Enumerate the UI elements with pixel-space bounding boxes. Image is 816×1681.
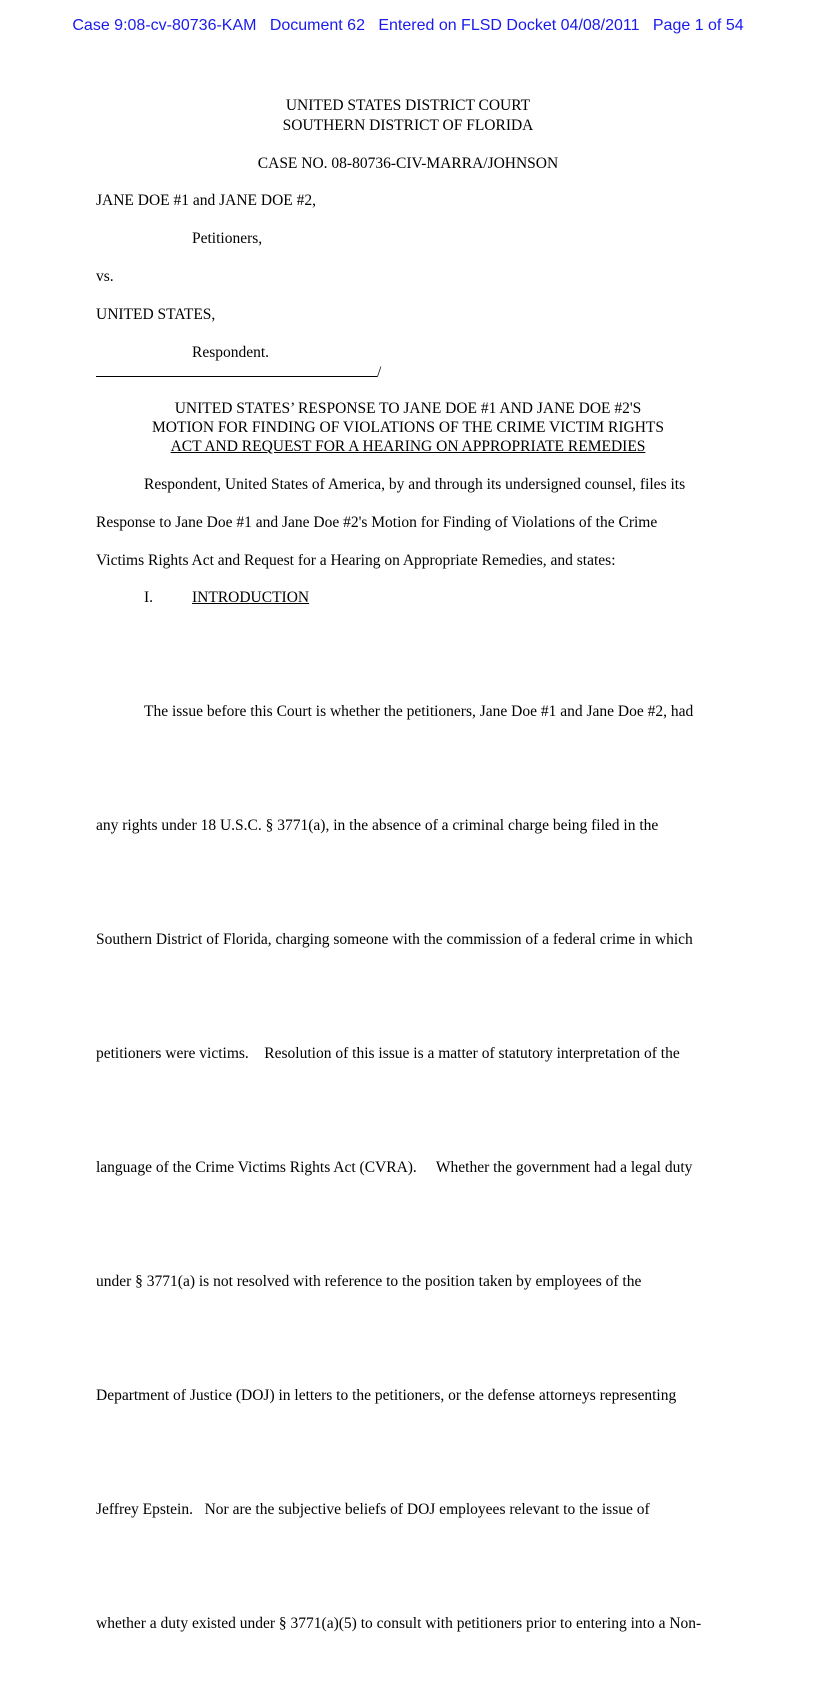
paragraph-line: language of the Crime Victims Rights Act (CVRA). Whether the government had a legal duty [96,1159,693,1176]
paragraph-line: Department of Justice (DOJ) in letters to the petitioners, or the defense attorneys representing [96,1387,677,1404]
paragraph-line: Respondent, United States of America, by and through its undersigned counsel, files its [144,476,686,493]
petitioners-label: Petitioners, [192,230,263,247]
title-line1: UNITED STATES’ RESPONSE TO JANE DOE #1 AND JANE DOE #2'S [174,400,642,417]
paragraph-line: any rights under 18 U.S.C. § 3771(a), in the absence of a criminal charge being filed in the [96,817,659,834]
paragraph-line: Response to Jane Doe #1 and Jane Doe #2's Motion for Finding of Violations of the Crime [96,514,658,531]
paragraph-line: petitioners were victims. Resolution of this issue is a matter of statutory interpretation of the [96,1045,680,1062]
docket-header [0,17,816,35]
court-name-line2: SOUTHERN DISTRICT OF FLORIDA [282,117,534,134]
title-line3 [0,438,816,456]
paragraph-line: Southern District of Florida, charging someone with the commission of a federal crime in which [96,931,693,948]
respondent-label: Respondent. [192,344,270,361]
intro-paragraph [96,466,728,580]
paragraph-line: under § 3771(a) is not resolved with reference to the position taken by employees of the [96,1273,642,1290]
title-line2: MOTION FOR FINDING OF VIOLATIONS OF THE CRIME VICTIM RIGHTS [152,419,664,436]
section-number: I. [144,589,154,606]
header-document-number: Document 62 [269,17,365,34]
court-name-line1: UNITED STATES DISTRICT COURT [285,97,531,114]
section-heading: INTRODUCTION [192,589,310,606]
paragraph-line: whether a duty existed under § 3771(a)(5) to consult with petitioners prior to entering into a Non- [96,1615,702,1632]
respondent-name: UNITED STATES, [96,306,216,323]
body-paragraph [96,617,728,1681]
petitioners-names: JANE DOE #1 and JANE DOE #2, [96,192,316,209]
versus-label: vs. [96,268,114,285]
header-entered-date: Entered on FLSD Docket 04/08/2011 [378,17,640,34]
case-number: CASE NO. 08-80736-CIV-MARRA/JOHNSON [257,155,559,172]
paragraph-line: Victims Rights Act and Request for a Hearing on Appropriate Remedies, and states: [96,552,616,569]
title-line3-text: ACT AND REQUEST FOR A HEARING ON APPROPRIATE REMEDIES [170,438,646,455]
header-case-number: Case 9:08-cv-80736-KAM [72,17,257,34]
caption-rule [96,362,377,377]
caption-slash: / [377,364,382,381]
caption-divider [96,362,381,382]
paragraph-line: The issue before this Court is whether the petitioners, Jane Doe #1 and Jane Doe #2, had [144,703,694,720]
paragraph-line: Jeffrey Epstein. Nor are the subjective beliefs of DOJ employees relevant to the issue of [96,1501,650,1518]
header-page-number: Page 1 of 54 [652,17,744,34]
